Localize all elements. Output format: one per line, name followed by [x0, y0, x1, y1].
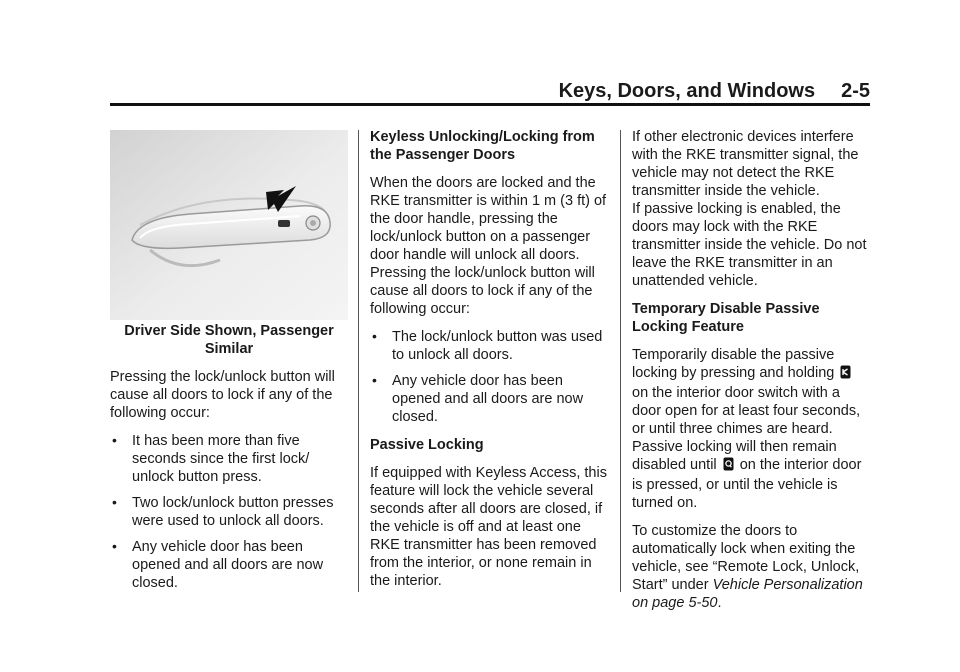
- header-rule: [110, 103, 870, 106]
- col2-para-2: If equipped with Keyless Access, this feature will lock the vehicle several seconds after all doors are closed, if the vehicle is off and at least one RKE transmitter has been removed from the interior, or none remain in the interior.: [370, 465, 607, 589]
- page-header: [480, 80, 870, 103]
- heading-temporary-disable: Temporary Disable Passive Locking Feature: [632, 301, 820, 335]
- col3-para-1: If other electronic devices interfere with the RKE transmitter signal, the vehicle may not detect the RKE transmitter inside the vehicle.: [632, 129, 859, 199]
- column-3: [632, 128, 872, 622]
- col3-para-4: To customize the doors to automatically lock when exiting the vehicle, see “Remote Lock, Unlock, Start” under Vehicle Personalization on page 5-50.: [632, 523, 863, 611]
- list-item: • Any vehicle door has been opened and all doors are now closed.: [370, 372, 610, 426]
- lock-switch-icon: [723, 457, 734, 476]
- col3-para-3: Temporarily disable the passive locking by pressing and holding on the interior door switch with a door open for at least four seconds, or until three chimes are heard. Passive locking will then remain disabled until on the interior door is pressed, or until the vehicle is turned on.: [632, 347, 862, 511]
- door-handle-illustration: [110, 130, 348, 320]
- list-item: • Two lock/unlock button presses were used to unlock all doors.: [110, 494, 348, 530]
- col2-para-1: When the doors are locked and the RKE transmitter is within 1 m (3 ft) of the door handle, pressing the lock/unlock button on a passenger door handle will unlock all doors. Pressing the lock/unlock button will cause all doors to lock if any of the following occur:: [370, 175, 607, 317]
- column-2: [370, 128, 610, 600]
- cross-reference-link[interactable]: Vehicle Personalization on page 5-50: [632, 577, 863, 611]
- col3-para-2: If passive locking is enabled, the doors may lock with the RKE transmitter inside the vehicle. Do not leave the RKE transmitter in an unattended vehicle.: [632, 201, 867, 289]
- column-divider-2: [620, 130, 621, 592]
- list-item: • The lock/unlock button was used to unlock all doors.: [370, 328, 610, 364]
- figure-caption: Driver Side Shown, Passenger Similar: [124, 323, 334, 357]
- list-item: • Any vehicle door has been opened and all doors are now closed.: [110, 538, 348, 592]
- list-item: • It has been more than five seconds since the first lock/ unlock button press.: [110, 432, 348, 486]
- chapter-title: Keys, Doors, and Windows: [558, 80, 816, 102]
- unlock-switch-icon: [840, 365, 851, 384]
- door-handle-figure: [110, 130, 348, 320]
- heading-keyless-passenger: Keyless Unlocking/Locking from the Passenger Doors: [370, 129, 595, 163]
- column-divider-1: [358, 130, 359, 592]
- col1-bullet-list: [110, 432, 348, 592]
- page-number: 2-5: [841, 80, 870, 102]
- column-1: [110, 322, 348, 602]
- heading-passive-locking: Passive Locking: [370, 437, 484, 453]
- col2-bullet-list: [370, 328, 610, 426]
- col1-intro: Pressing the lock/unlock button will cause all doors to lock if any of the following occur:: [110, 369, 335, 421]
